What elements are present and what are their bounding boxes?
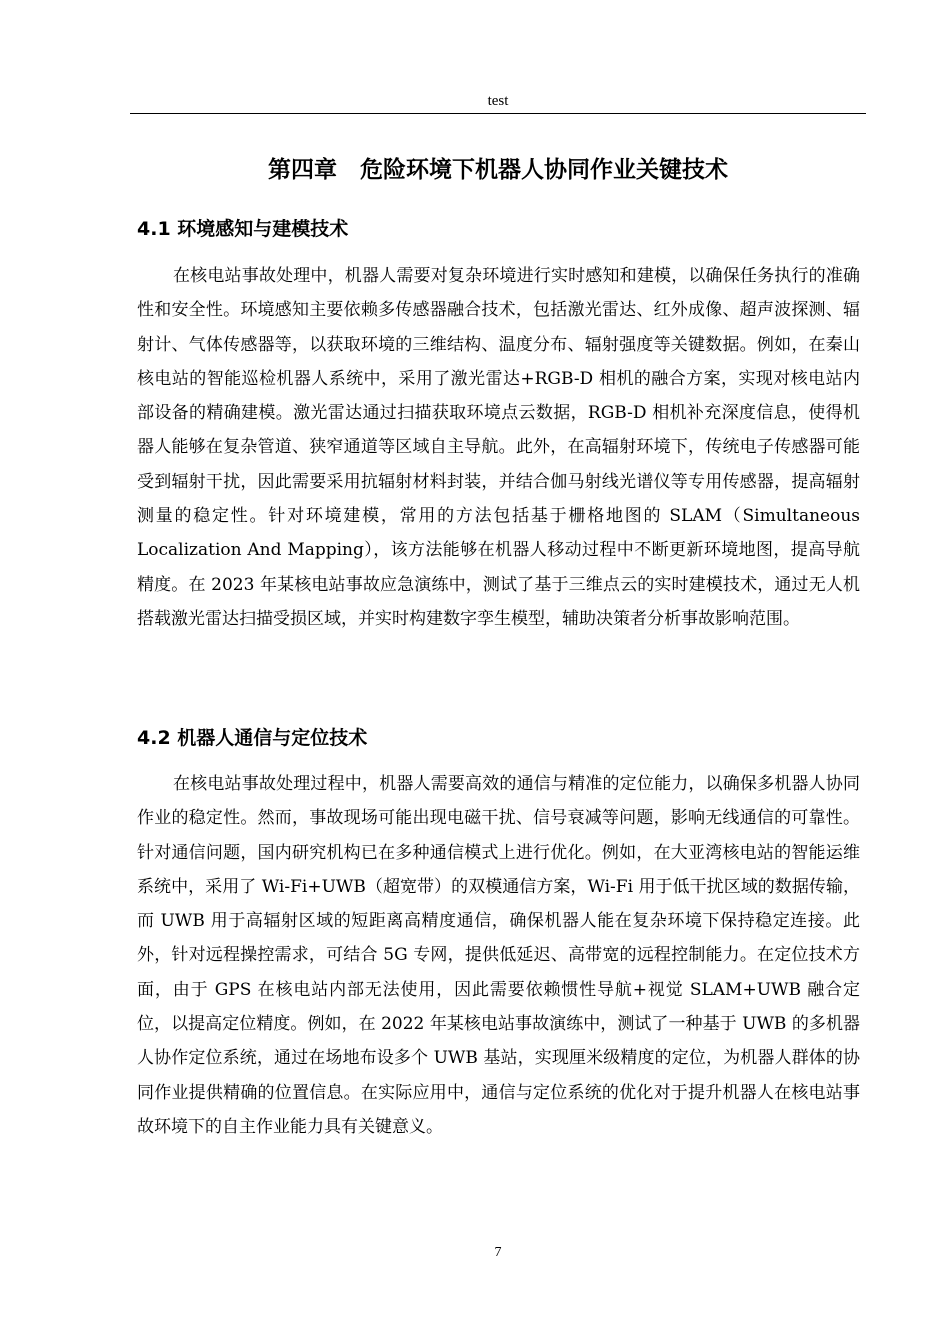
section-heading-4-1: 4.1 环境感知与建模技术 — [137, 218, 349, 240]
header-divider — [130, 113, 866, 114]
section-4-1-paragraph: 在核电站事故处理中，机器人需要对复杂环境进行实时感知和建模，以确保任务执行的准确性和安全性。环境感知主要依赖多传感器融合技术，包括激光雷达、红外成像、超声波探测、辐射计、气体传感器等，以获取环境的三维结构、温度分布、辐射强度等关键数据。例如，在秦山核电站的智能巡检机器人系统中，采用了激光雷达+RGB-D 相机的融合方案，实现对核电站内部设备的精确建模。激光雷达通过扫描获取环境点云数据，RGB-D 相机补充深度信息，使得机器人能够在复杂管道、狭窄通道等区域自主导航。此外，在高辐射环境下，传统电子传感器可能受到辐射干扰，因此需要采用抗辐射材料封装，并结合伽马射线光谱仪等专用传感器，提高辐射测量的稳定性。针对环境建模，常用的方法包括基于栅格地图的 SLAM（Simultaneous Localization And Mapping），该方法能够在机器人移动过程中不断更新环境地图，提高导航精度。在 2023 年某核电站事故应急演练中，测试了基于三维点云的实时建模技术，通过无人机搭载激光雷达扫描受损区域，并实时构建数字孪生模型，辅助决策者分析事故影响范围。 — [137, 266, 860, 629]
page-header: test — [487, 93, 509, 109]
section-4-2-paragraph: 在核电站事故处理过程中，机器人需要高效的通信与精准的定位能力，以确保多机器人协同作业的稳定性。然而，事故现场可能出现电磁干扰、信号衰减等问题，影响无线通信的可靠性。针对通信问题，国内研究机构已在多种通信模式上进行优化。例如，在大亚湾核电站的智能运维系统中，采用了 Wi-Fi+UWB（超宽带）的双模通信方案，Wi-Fi 用于低干扰区域的数据传输，而 UWB 用于高辐射区域的短距离高精度通信，确保机器人能在复杂环境下保持稳定连接。此外，针对远程操控需求，可结合 5G 专网，提供低延迟、高带宽的远程控制能力。在定位技术方面，由于 GPS 在核电站内部无法使用，因此需要依赖惯性导航+视觉 SLAM+UWB 融合定位，以提高定位精度。例如，在 2022 年某核电站事故演练中，测试了一种基于 UWB 的多机器人协作定位系统，通过在场地布设多个 UWB 基站，实现厘米级精度的定位，为机器人群体的协同作业提供精确的位置信息。在实际应用中，通信与定位系统的优化对于提升机器人在核电站事故环境下的自主作业能力具有关键意义。 — [137, 774, 860, 1137]
page-number: 7 — [494, 1245, 502, 1260]
section-heading-4-2: 4.2 机器人通信与定位技术 — [137, 727, 368, 749]
chapter-title: 第四章 危险环境下机器人协同作业关键技术 — [268, 157, 728, 183]
